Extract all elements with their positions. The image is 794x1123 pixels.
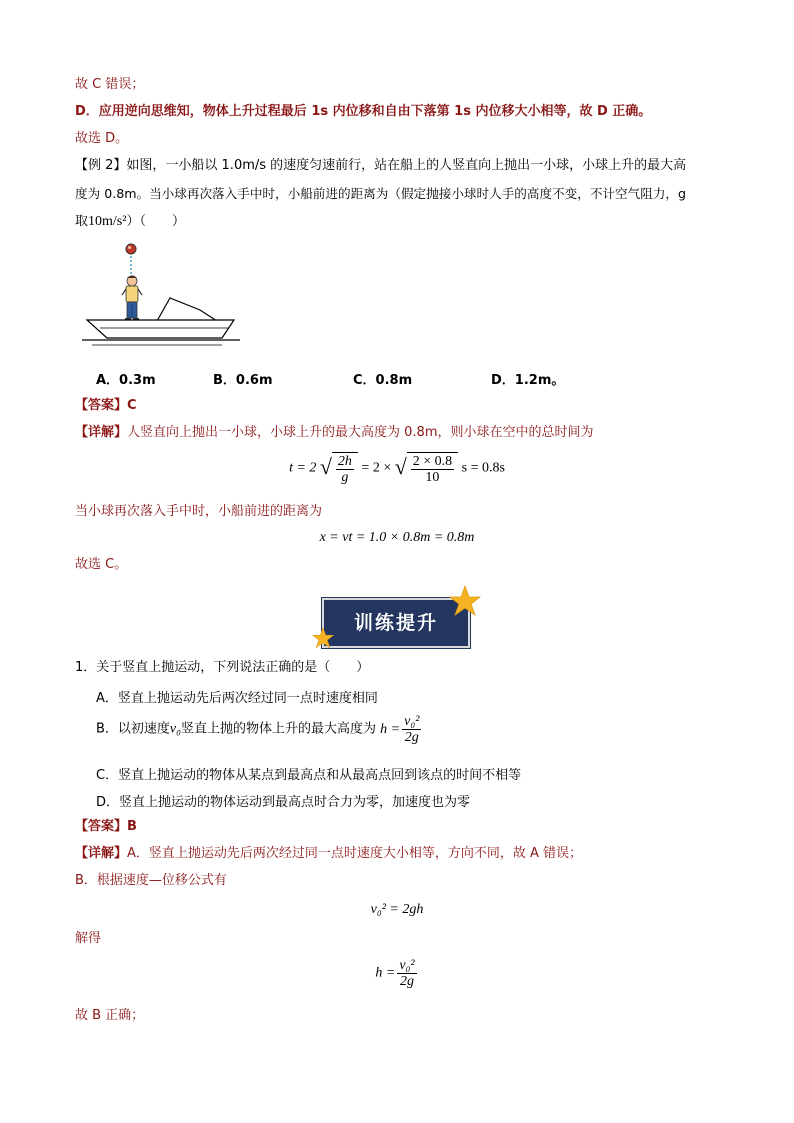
- question-option-d: D．竖直上抛运动的物体运动到最高点时合力为零，加速度也为零: [96, 795, 471, 810]
- person-icon: [122, 276, 142, 322]
- question-option-a: A．竖直上抛运动先后两次经过同一点时速度相同: [96, 691, 378, 706]
- ball-icon: [126, 244, 136, 254]
- question-stem: 1．关于竖直上抛运动，下列说法正确的是（ ）: [75, 660, 370, 675]
- detail-line: 【详解】人竖直向上抛出一小球，小球上升的最大高度为 0.8m，则小球在空中的总时间为: [75, 425, 594, 440]
- detail-line: 故选 C。: [75, 557, 128, 572]
- example-text: 【例 2】如图，一小船以 1.0m/s 的速度匀速前行，站在船上的人竖直向上抛出一小球，小球上升的最大高: [75, 158, 687, 173]
- star-icon: [312, 627, 334, 649]
- detail-line: 当小球再次落入手中时，小船前进的距离为: [75, 504, 323, 519]
- text-line: D．应用逆向思维知，物体上升过程最后 1s 内位移和自由下落第 1s 内位移大小相等，故 D 正确。: [75, 104, 652, 119]
- equation-height: h = $\frac{\text{v₀²}}{2g}$: [375, 958, 415, 989]
- option-c: C．0.8m: [353, 373, 413, 388]
- answer-line: 【答案】B: [75, 819, 137, 834]
- equation-velocity: v₀² = 2gh: [370, 902, 424, 917]
- equation-time: t = 2 √ $\frac{2h}{g}$ = 2 × √ $\frac{2 \times 0.8}{10}$ s = 0.8s: [289, 454, 505, 485]
- boat-illustration: [82, 240, 242, 352]
- detail-line: B．根据速度—位移公式有: [75, 873, 227, 888]
- section-banner: 训练提升: [322, 598, 470, 648]
- detail-line: 故 B 正确；: [75, 1008, 145, 1023]
- text-line: 故 C 错误；: [75, 77, 145, 92]
- star-icon: [449, 585, 481, 617]
- equation-distance: x = vt = 1.0 × 0.8m = 0.8m: [319, 530, 475, 545]
- option-d: D．1.2m。: [491, 373, 565, 388]
- option-b: B．0.6m: [213, 373, 273, 388]
- detail-line: 【详解】A．竖直上抛运动先后两次经过同一点时速度大小相等，方向不同，故 A 错误；: [75, 846, 583, 861]
- example-text: 度为 0.8m。当小球再次落入手中时，小船前进的距离为（假定抛接小球时人手的高度不变，不计空气阻力，g: [75, 186, 687, 201]
- example-text: 取10m/s²）（ ）: [75, 214, 185, 229]
- answer-line: 【答案】C: [75, 398, 137, 413]
- detail-line: 解得: [75, 931, 102, 946]
- text-line: 故选 D。: [75, 131, 129, 146]
- question-option-b: B．以初速度v₀竖直上抛的物体上升的最大高度为 h = $\frac{\text{v₀²}}{2g}$: [96, 714, 420, 745]
- example-label: 【例 2】: [75, 158, 127, 173]
- question-option-c: C．竖直上抛运动的物体从某点到最高点和从最高点回到该点的时间不相等: [96, 768, 522, 783]
- option-a: A．0.3m: [96, 373, 156, 388]
